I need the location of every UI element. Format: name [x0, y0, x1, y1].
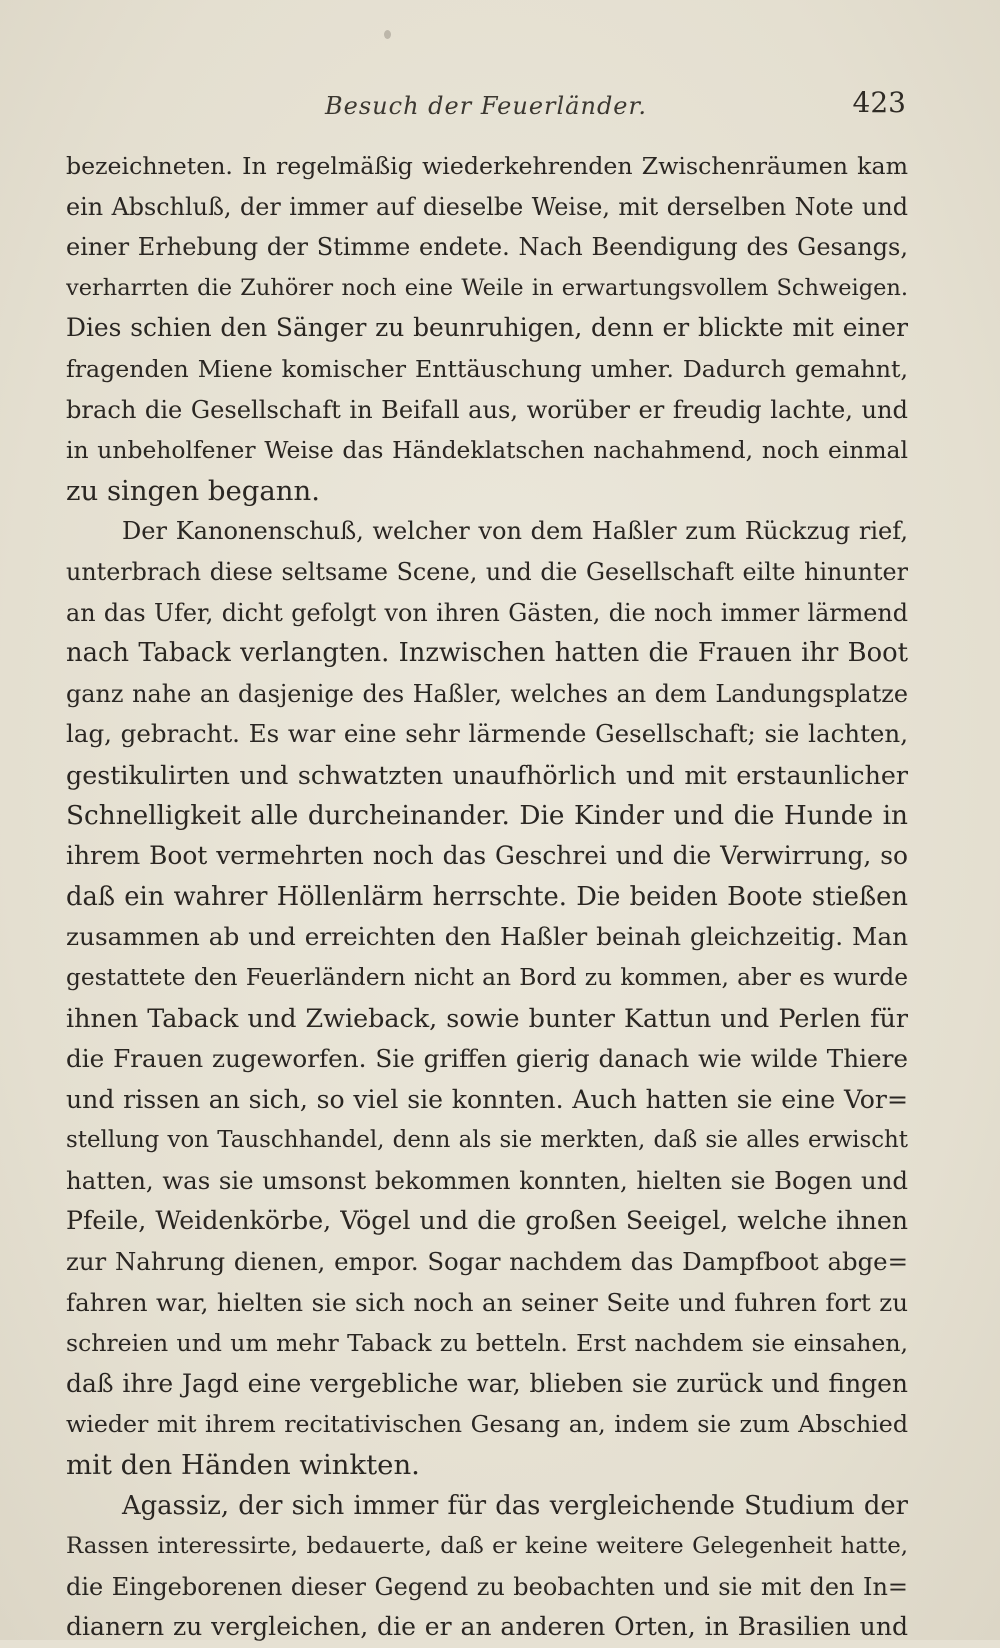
text-line: fragenden Miene komischer Enttäuschung umher. Dadurch gemahnt, [66, 354, 908, 383]
text-line: gestattete den Feuerländern nicht an Bord zu kommen, aber es wurde [66, 963, 908, 991]
text-line: zu singen begann. [66, 474, 320, 507]
text-line: hatten, was sie umsonst bekommen konnten, hielten sie Bogen und [66, 1165, 908, 1195]
text-line: unterbrach diese seltsame Scene, und die Gesellschaft eilte hinunter [66, 557, 908, 586]
text-line: stellung von Tauschhandel, denn als sie merkten, daß sie alles erwischt [66, 1127, 908, 1154]
text-line: brach die Gesellschaft in Beifall aus, worüber er freudig lachte, und [66, 395, 908, 424]
text-line: Pfeile, Weidenkörbe, Vögel und die großen Seeigel, welche ihnen [66, 1206, 908, 1236]
text-line: daß ein wahrer Höllenlärm herrschte. Die beiden Boote stießen [66, 881, 908, 912]
text-line: an das Ufer, dicht gefolgt von ihren Gästen, die noch immer lärmend [66, 598, 908, 627]
page-header [66, 86, 906, 126]
text-line: Dies schien den Sänger zu beunruhigen, denn er blickte mit einer [66, 313, 908, 343]
text-line: lag, gebracht. Es war eine sehr lärmende Gesellschaft; sie lachten, [66, 719, 908, 749]
text-line: die Eingeborenen dieser Gegend zu beobachten und sie mit den In= [66, 1572, 908, 1601]
text-line: einer Erhebung der Stimme endete. Nach Beendigung des Gesangs, [66, 233, 908, 262]
text-line: fahren war, hielten sie sich noch an seiner Seite und fuhren fort zu [66, 1287, 908, 1317]
text-line: mit den Händen winkten. [66, 1449, 420, 1481]
running-title: Besuch der Feuerländer. [325, 92, 647, 120]
text-line: ihnen Taback und Zwieback, sowie bunter Kattun und Perlen für [66, 1003, 908, 1034]
text-line: nach Taback verlangten. Inzwischen hatten die Frauen ihr Boot [66, 638, 908, 669]
text-line: dianern zu vergleichen, die er an anderen Orten, in Brasilien und [66, 1612, 908, 1642]
text-line: Agassiz, der sich immer für das vergleichende Studium der [122, 1490, 908, 1521]
text-line: und rissen an sich, so viel sie konnten. Auch hatten sie eine Vor= [66, 1084, 908, 1114]
text-line: gestikulirten und schwatzten unaufhörlich und mit erstaunlicher [66, 759, 908, 790]
text-line: verharrten die Zuhörer noch eine Weile in erwartungsvollem Schweigen. [66, 274, 908, 301]
text-line: wieder mit ihrem recitativischen Gesang an, indem sie zum Abschied [66, 1410, 908, 1439]
text-line: Schnelligkeit alle durcheinander. Die Kinder und die Hunde in [66, 800, 908, 831]
text-line: bezeichneten. In regelmäßig wiederkehrenden Zwischenräumen kam [66, 152, 908, 180]
text-line: Rassen interessirte, bedauerte, daß er keine weitere Gelegenheit hatte, [66, 1533, 908, 1560]
paper-speck [384, 30, 391, 39]
text-line: Der Kanonenschuß, welcher von dem Haßler zum Rückzug rief, [122, 517, 908, 546]
text-line: zur Nahrung dienen, empor. Sogar nachdem das Dampfboot abge= [66, 1247, 908, 1277]
text-line: ein Abschluß, der immer auf dieselbe Weise, mit derselben Note und [66, 192, 908, 221]
text-line: zusammen ab und erreichten den Haßler beinah gleichzeitig. Man [66, 922, 908, 952]
text-line: ihrem Boot vermehrten noch das Geschrei und die Verwirrung, so [66, 841, 908, 871]
text-line: in unbeholfener Weise das Händeklatschen nachahmend, noch einmal [66, 436, 908, 465]
text-line: schreien und um mehr Taback zu betteln. Erst nachdem sie einsahen, [66, 1329, 908, 1358]
text-line: die Frauen zugeworfen. Sie griffen gierig danach wie wilde Thiere [66, 1044, 908, 1074]
text-line: ganz nahe an dasjenige des Haßler, welches an dem Landungsplatze [66, 679, 908, 708]
text-line: daß ihre Jagd eine vergebliche war, blieben sie zurück und fingen [66, 1368, 908, 1398]
body-text [66, 146, 908, 1648]
page-number: 423 [852, 86, 906, 119]
